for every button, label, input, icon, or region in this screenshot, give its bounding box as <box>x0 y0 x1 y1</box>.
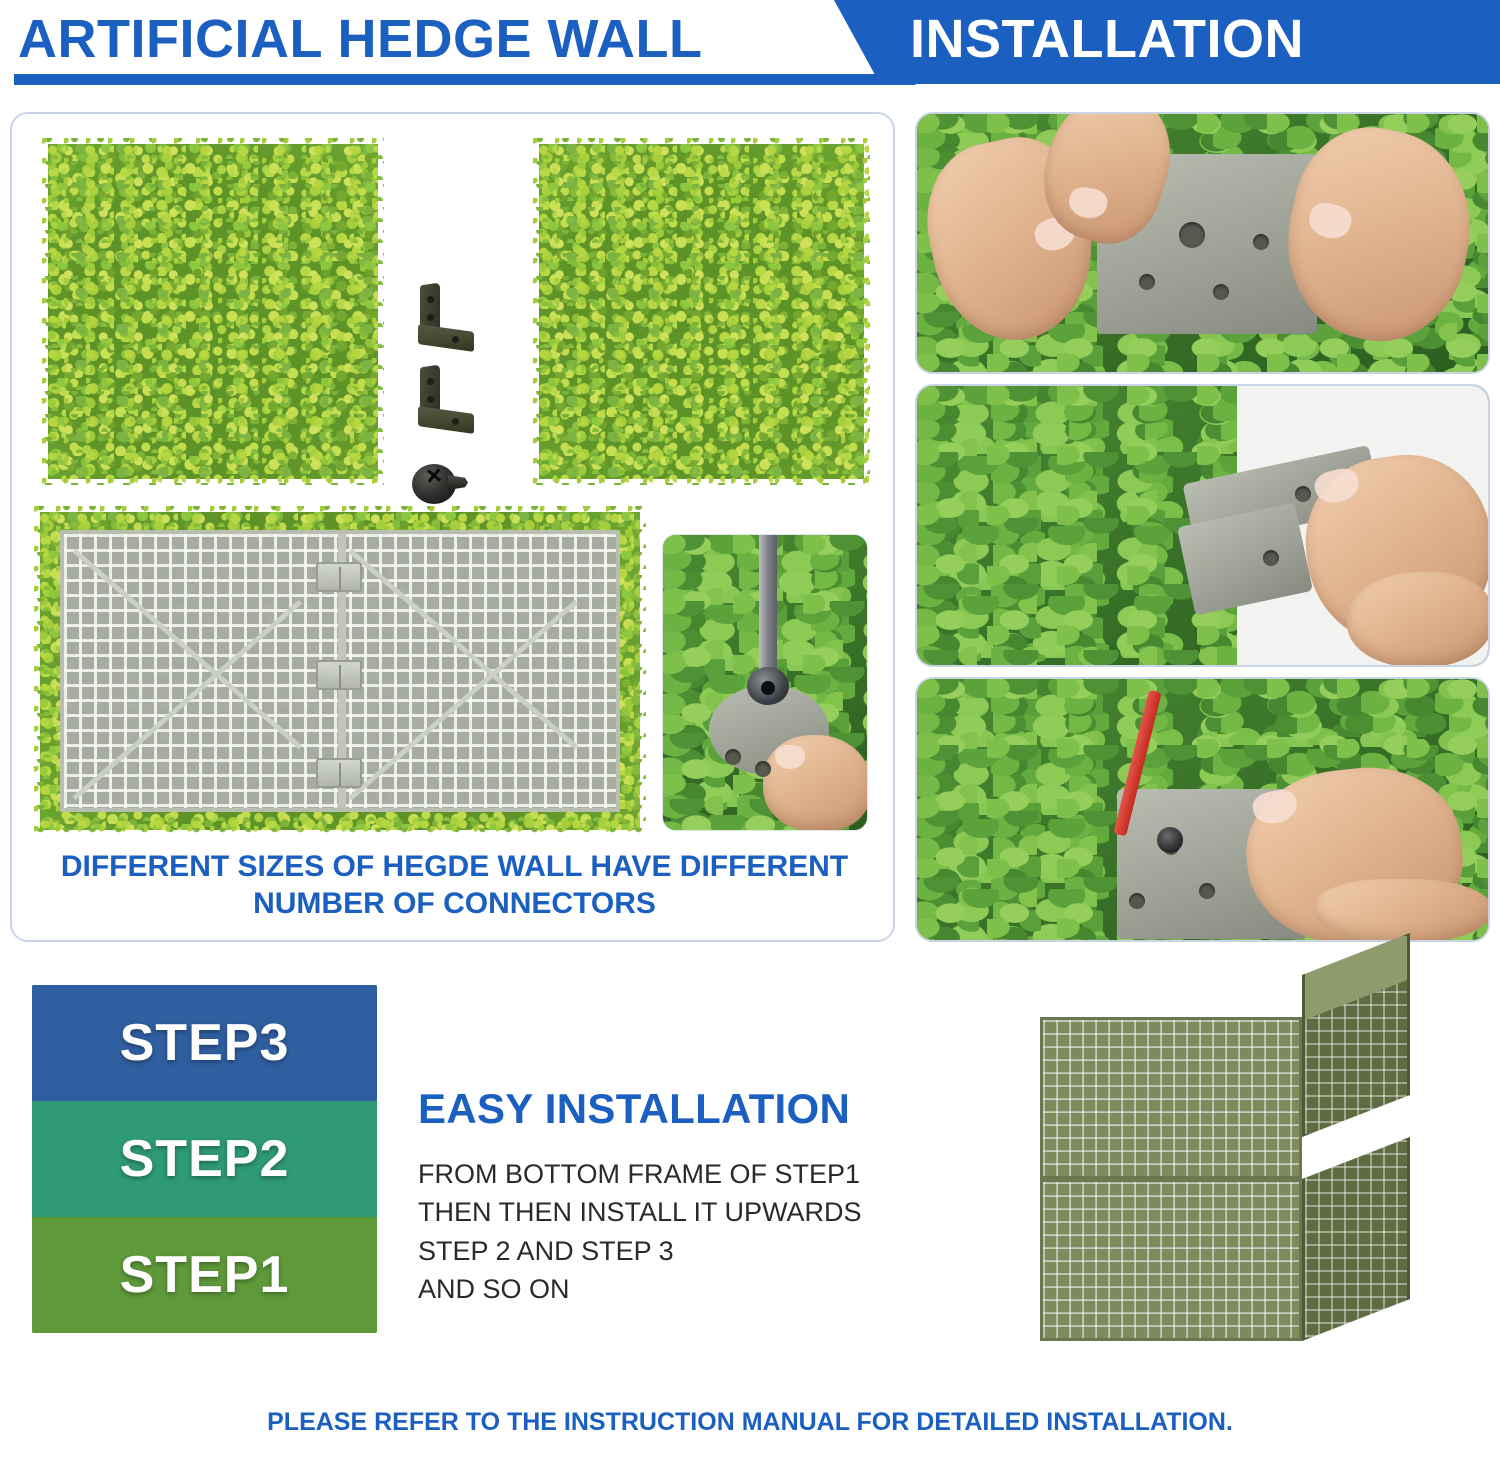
frame-grid <box>60 530 620 812</box>
easy-installation-line-1: FROM BOTTOM FRAME OF STEP1 <box>418 1159 861 1189</box>
photo-marking-hole <box>915 677 1490 942</box>
connector-top <box>316 562 362 592</box>
photo-pressing-panel <box>915 112 1490 374</box>
page-title-left: ARTIFICIAL HEDGE WALL <box>18 9 703 69</box>
easy-installation-body <box>418 1155 938 1308</box>
step-band-3-label: STEP3 <box>119 1014 290 1072</box>
step-band-1-label: STEP1 <box>119 1246 290 1304</box>
screwdriver-photo <box>662 534 868 831</box>
frame-caption-line1: DIFFERENT SIZES OF HEGDE WALL HAVE DIFFERENT <box>60 850 849 883</box>
connector-bottom <box>316 758 362 788</box>
header-banner <box>0 0 1500 100</box>
easy-installation-line-2: THEN THEN INSTALL IT UPWARDS <box>418 1197 862 1228</box>
step-band-1 <box>32 1217 377 1333</box>
easy-installation-line-3: STEP 2 AND STEP 3 <box>418 1235 674 1266</box>
easy-installation-line-4: AND SO ON <box>418 1273 570 1304</box>
l-bracket-2-icon <box>412 366 474 432</box>
stacked-frames-figure <box>1040 975 1430 1370</box>
frame-caption <box>52 849 857 922</box>
step-band-3 <box>32 985 377 1101</box>
parts-and-frame-panel <box>10 112 895 942</box>
backing-frame <box>40 512 640 830</box>
step-band-2 <box>32 1101 377 1217</box>
connector-middle <box>316 660 362 690</box>
step-band-2-label: STEP2 <box>119 1130 290 1188</box>
l-bracket-1-icon <box>412 284 474 350</box>
easy-installation-title: EASY INSTALLATION <box>418 1085 851 1132</box>
footer-note: PLEASE REFER TO THE INSTRUCTION MANUAL FOR DETAILED INSTALLATION. <box>267 1408 1233 1436</box>
page-title-right: INSTALLATION <box>910 9 1304 69</box>
hedge-tile-right <box>539 144 864 479</box>
header-underline-bar <box>14 74 906 85</box>
steps-hedge-tile <box>32 985 377 1333</box>
frame-caption-line2: NUMBER OF CONNECTORS <box>253 886 656 920</box>
hedge-tile-left <box>48 144 378 479</box>
photo-bracket-in-hand <box>915 384 1490 667</box>
